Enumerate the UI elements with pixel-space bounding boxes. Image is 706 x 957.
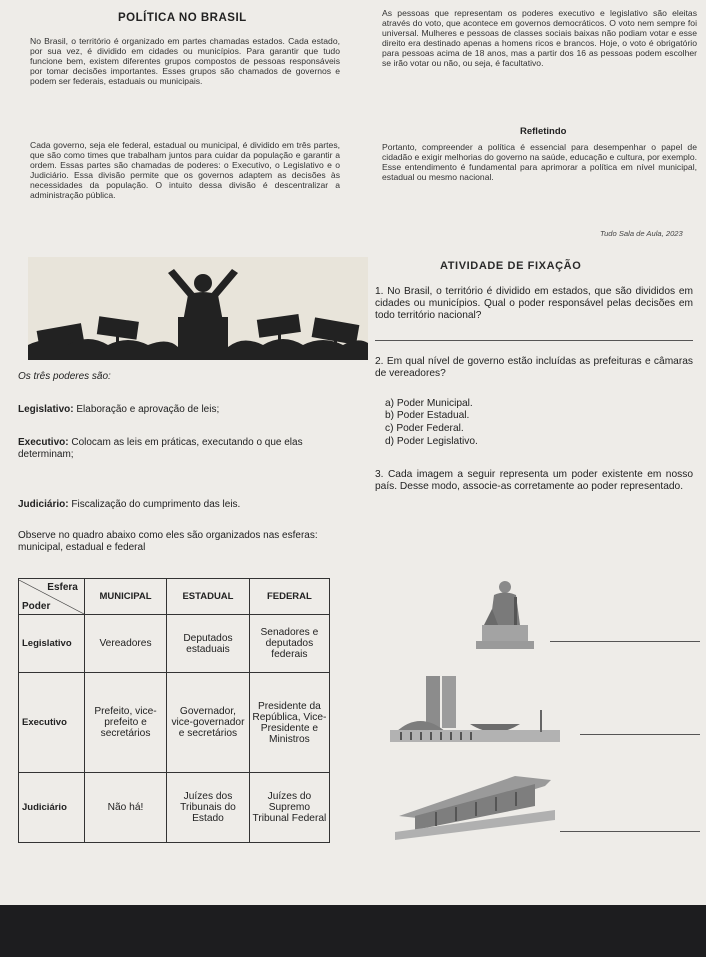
judiciario-label: Judiciário: xyxy=(18,499,69,510)
politician-rally-illustration xyxy=(28,257,368,360)
congress-building-image xyxy=(390,670,560,750)
executivo-label: Executivo: xyxy=(18,437,69,448)
refletindo-heading: Refletindo xyxy=(520,126,567,137)
table-cell: Juízes dos Tribunais do Estado xyxy=(167,773,250,843)
answer-line-image-2[interactable] xyxy=(580,734,700,735)
fixacao-title: ATIVIDADE DE FIXAÇÃO xyxy=(440,260,582,272)
question-3: 3. Cada imagem a seguir representa um poder existente em nosso país. Desse modo, associe-as corretamente ao poder representado. xyxy=(375,469,693,492)
table-intro: Observe no quadro abaixo como eles são organizados nas esferas: municipal, estadual e federal xyxy=(18,530,318,553)
header-estadual: ESTADUAL xyxy=(167,579,250,615)
table-cell: Presidente da República, Vice-Presidente e Ministros xyxy=(249,673,329,773)
answer-line-q1[interactable] xyxy=(375,340,693,341)
question-1: 1. No Brasil, o território é dividido em estados, que são divididos em cidades ou municípios. Qual o poder responsável pelas decisões em todo território nacional? xyxy=(375,286,693,321)
legislativo-text: Elaboração e aprovação de leis; xyxy=(76,404,220,415)
rally-silhouette-icon xyxy=(28,257,368,360)
option-a[interactable]: a) Poder Municipal. xyxy=(385,398,473,409)
option-d[interactable]: d) Poder Legislativo. xyxy=(385,436,478,447)
poder-label: Poder xyxy=(22,600,51,612)
answer-line-image-1[interactable] xyxy=(550,641,700,642)
judiciario-text: Fiscalização do cumprimento das leis. xyxy=(71,499,241,510)
planalto-palace-image xyxy=(395,770,555,840)
justice-statue-image xyxy=(470,575,540,651)
table-corner-cell xyxy=(19,579,85,615)
poder-executivo-def xyxy=(18,437,338,461)
esfera-label: Esfera xyxy=(47,581,78,593)
poder-legislativo-def xyxy=(18,404,348,416)
row-header-legislativo: Legislativo xyxy=(19,615,85,673)
table-cell: Vereadores xyxy=(84,615,166,673)
question-2: 2. Em qual nível de governo estão incluídas as prefeituras e câmaras de vereadores? xyxy=(375,356,693,379)
poderes-intro: Os três poderes são: xyxy=(18,371,111,382)
table-cell: Senadores e deputados federais xyxy=(249,615,329,673)
table-row xyxy=(19,773,330,843)
page-title: POLÍTICA NO BRASIL xyxy=(118,12,247,24)
table-cell: Não há! xyxy=(84,773,166,843)
header-municipal: MUNICIPAL xyxy=(84,579,166,615)
header-federal: FEDERAL xyxy=(249,579,329,615)
background-surface xyxy=(0,905,706,957)
row-header-judiciario: Judiciário xyxy=(19,773,85,843)
poder-judiciario-def xyxy=(18,499,348,511)
refletindo-paragraph: Portanto, compreender a política é essencial para desempenhar o papel de cidadão e exigir melhorias do governo na saúde, educação e cultura, por exemplo. Esse entendimento é fundamental para aprimorar a política em nível municipal, estadual ou mesmo nacional. xyxy=(382,142,697,182)
executivo-text: Colocam as leis em práticas, executando o que elas determinam; xyxy=(18,437,303,460)
intro-paragraph: No Brasil, o território é organizado em partes chamadas estados. Cada estado, por sua vez, é dividido em cidades ou municípios. Para garantir que tudo funcione bem, existem diferentes grupos compostos de pessoas responsáveis por tomar decisões importantes. Esses grupos são chamados de governos e podem ser federais, estaduais ou municipais. xyxy=(30,36,340,86)
option-c[interactable]: c) Poder Federal. xyxy=(385,423,464,434)
poderes-table xyxy=(18,578,330,843)
row-header-executivo: Executivo xyxy=(19,673,85,773)
source-credit: Tudo Sala de Aula, 2023 xyxy=(600,229,683,238)
table-cell: Deputados estaduais xyxy=(167,615,250,673)
table-row xyxy=(19,615,330,673)
answer-line-image-3[interactable] xyxy=(560,831,700,832)
divisao-paragraph: Cada governo, seja ele federal, estadual ou municipal, é dividido em três partes, que são como times que trabalham juntos para cuidar da população e garantir a ordem. Essas partes são chamadas de poderes: o Executivo, o Legislativo e o Judiciário. Essa divisão permite que os governos adaptem as decisões às necessidades da população. O intuito dessa divisão é descentralizar a administração pública. xyxy=(30,140,340,200)
voto-paragraph: As pessoas que representam os poderes executivo e legislativo são eleitas através do voto, que acontece em governos democráticos. O voto nem sempre foi universal. Mulheres e pessoas de classes sociais baixas não podiam votar e esse direito era destinado apenas a homens ricos e brancos. Hoje, o voto é obrigatório para pessoas acima de 18 anos, mas a partir dos 16 as pessoas podem escolher se irão votar ou não, ou seja, é facultativo. xyxy=(382,8,697,68)
table-row xyxy=(19,673,330,773)
option-b[interactable]: b) Poder Estadual. xyxy=(385,410,470,421)
table-cell: Prefeito, vice-prefeito e secretários xyxy=(84,673,166,773)
table-cell: Governador, vice-governador e secretários xyxy=(167,673,250,773)
legislativo-label: Legislativo: xyxy=(18,404,74,415)
table-cell: Juízes do Supremo Tribunal Federal xyxy=(249,773,329,843)
